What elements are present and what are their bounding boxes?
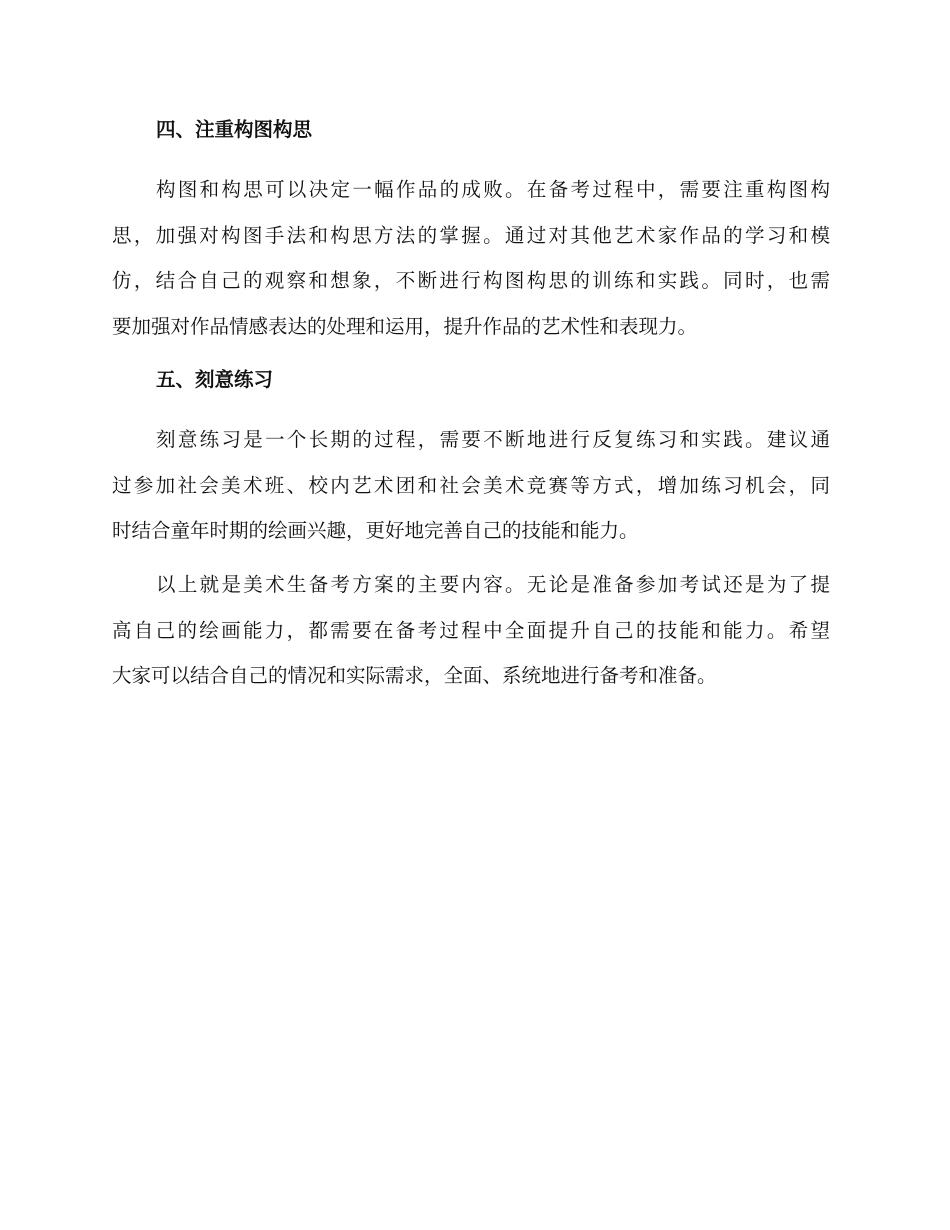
conclusion-paragraph [112,562,830,699]
paragraph-line: 大家可以结合自己的情况和实际需求，全面、系统地进行备考和准备。 [112,664,717,687]
section-composition [112,110,830,349]
section-deliberate-practice [112,360,830,554]
conclusion [112,562,830,699]
paragraph-line: 以上就是美术生备考方案的主要内容。无论是准备参加考试还是为了提 [156,573,830,596]
paragraph-line: 时结合童年时期的绘画兴趣，更好地完善自己的技能和能力。 [112,519,639,542]
paragraph-line: 高自己的绘画能力，都需要在备考过程中全面提升自己的技能和能力。希望 [112,618,830,642]
paragraph-line: 构图和构思可以决定一幅作品的成败。在备考过程中，需要注重构图构 [156,178,830,201]
section-heading: 四、注重构图构思 [156,118,313,141]
paragraph-line: 刻意练习是一个长期的过程，需要不断地进行反复练习和实践。建议通 [156,428,830,451]
paragraph-line: 过参加社会美术班、校内艺术团和社会美术竞赛等方式，增加练习机会，同 [112,473,830,497]
paragraph-line: 思，加强对构图手法和构思方法的掌握。通过对其他艺术家作品的学习和模 [112,223,830,247]
paragraph-line: 要加强对作品情感表达的处理和运用，提升作品的艺术性和表现力。 [112,314,698,338]
section-heading: 五、刻意练习 [156,368,274,391]
section-paragraph [112,167,830,349]
section-paragraph [112,417,830,554]
paragraph-line: 仿，结合自己的观察和想象，不断进行构图构思的训练和实践。同时，也需 [112,269,830,292]
